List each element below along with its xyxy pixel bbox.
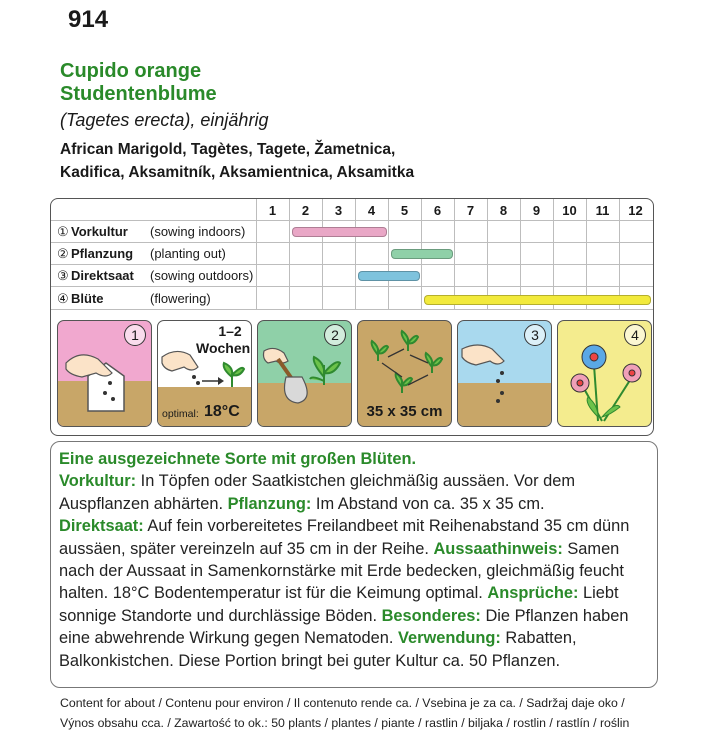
content-amount-line2: Výnos obsahu cca. / Zawartość to ok.: 50 plants / plantes / piante / rastlin / biljaka / rostlin / rastlín / roślin <box>60 716 630 730</box>
tile-planting-out <box>257 320 352 427</box>
month-label: 2 <box>301 203 310 218</box>
row-label-vorkultur: ① Vorkultur (sowing indoors) <box>57 224 246 239</box>
direktsaat-period-bar <box>358 271 420 281</box>
spacing-label: 35 x 35 cm <box>366 403 443 420</box>
vorkultur-period-bar <box>292 227 387 237</box>
month-label: 3 <box>334 203 343 218</box>
month-label: 11 <box>595 203 610 218</box>
optimal-temperature: 18°C <box>204 403 240 420</box>
weeks-count: 1–2 <box>218 323 242 339</box>
description-headline: Eine ausgezeichnete Sorte mit großen Blüten. <box>59 450 417 468</box>
besonderes-label: Besonderes: <box>381 606 481 625</box>
sowing-calendar <box>50 198 654 436</box>
tile-flowering <box>557 320 652 427</box>
step-number-3: 3 <box>524 324 546 346</box>
row-label-pflanzung: ② Pflanzung (planting out) <box>57 246 226 261</box>
tile-sowing-indoors <box>57 320 152 427</box>
description-text <box>59 448 649 672</box>
pflanzung-label: Pflanzung: <box>227 494 312 513</box>
common-names-line2: Kadifica, Aksamitník, Aksamientnica, Aksamitka <box>60 164 415 181</box>
direktsaat-text: Auf fein vorbereitetes Freilandbeet mit Reihenabstand 35 cm dünn aussäen, später vereinzeln auf 35 cm in der Reihe. <box>59 517 630 558</box>
step-number-1: 1 <box>124 324 146 346</box>
month-label: 6 <box>433 203 442 218</box>
step-number-2: 2 <box>324 324 346 346</box>
month-label: 4 <box>367 203 376 218</box>
tile-spacing <box>357 320 452 427</box>
month-label: 10 <box>562 203 577 218</box>
latin-name: (Tagetes erecta), einjährig <box>60 110 269 130</box>
month-label: 7 <box>466 203 475 218</box>
vorkultur-text: In Töpfen oder Saatkistchen gleichmäßig aussäen. Vor dem Auspflanzen abhärten. <box>59 472 575 513</box>
besonderes-text: Die Pflanzen haben eine abwehrende Wirkung gegen Nematoden. <box>59 606 629 648</box>
description-panel <box>50 441 658 688</box>
step-number-4: 4 <box>624 324 646 346</box>
aussaathinweis-text: Samen nach der Aussaat in Samenkornstärke mit Erde bedecken, gleichmäßig feucht halten. 18°C Bodentemperatur ist für die Keimung optimal. <box>59 539 624 603</box>
month-label: 12 <box>628 203 643 218</box>
pflanzung-text: Im Abstand von ca. 35 x 35 cm. <box>311 494 545 513</box>
month-label: 5 <box>400 203 409 218</box>
direktsaat-label: Direktsaat: <box>59 517 144 536</box>
variety-title: Cupido orange <box>60 60 202 82</box>
optimal-label: optimal: <box>162 408 199 420</box>
month-label: 1 <box>268 203 277 218</box>
ansprueche-label: Ansprüche: <box>487 584 579 603</box>
aussaathinweis-label: Aussaathinweis: <box>433 539 563 558</box>
tile-sowing-outdoors <box>457 320 552 427</box>
tile-germination <box>157 320 252 427</box>
verwendung-text: Rabatten, Balkonkistchen. Diese Portion bringt bei guter Kultur ca. 50 Pflanzen. <box>59 629 577 670</box>
content-amount-line1: Content for about / Contenu pour environ / Il contenuto rende ca. / Vsebina je za ca. / Sadržaj daje oko / <box>60 696 625 710</box>
common-names-line1: African Marigold, Tagètes, Tagete, Žametnica, <box>60 141 396 158</box>
row-label-direktsaat: ③ Direktsaat (sowing outdoors) <box>57 268 254 283</box>
pflanzung-period-bar <box>391 249 453 259</box>
bluete-period-bar <box>424 295 651 305</box>
ansprueche-text: Liebt sonnige Standorte und durchlässige Böden. <box>59 584 619 625</box>
month-label: 8 <box>499 203 508 218</box>
item-number: 914 <box>68 6 109 33</box>
month-label: 9 <box>532 203 541 218</box>
row-label-bluete: ④ Blüte (flowering) <box>57 291 211 306</box>
verwendung-label: Verwendung: <box>397 629 501 648</box>
plant-name: Studentenblume <box>60 83 217 105</box>
weeks-label: Wochen <box>196 340 251 356</box>
vorkultur-label: Vorkultur: <box>59 472 137 491</box>
